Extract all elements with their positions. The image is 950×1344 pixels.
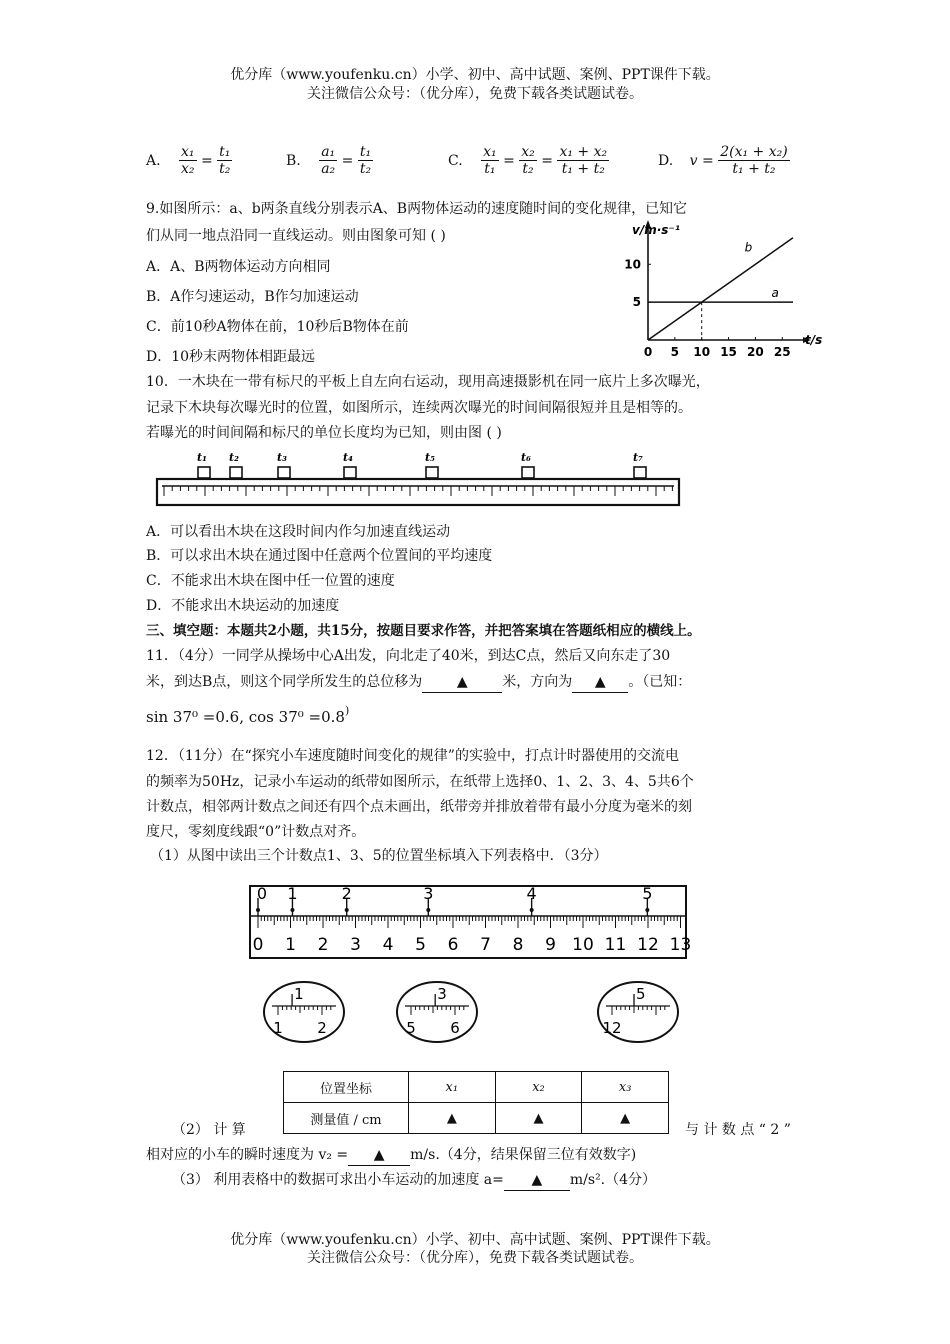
ruler-number: 5 [415,935,426,955]
ruler-number: 12 [637,935,659,955]
q12-part-2-c: 相对应的小车的瞬时速度为 v₂ = ▲ m/s.（4分，结果保留三位有效数字) [146,1145,636,1166]
q10-option-b: B．可以求出木块在通过图中任意两个位置间的平均速度 [146,548,493,564]
q8-option-c: C. $\frac{\text{x₁}}{\text{t₁}}$ = $\frac{\text{x₂}}{\text{t₂}}$ = $\frac{\text{x₁ + x₂}}{\text{t₁ + t₂}}$ [448,144,608,177]
ruler-number: 8 [512,935,524,955]
fraction: $\frac{\text{x₁}}{\text{t₁}}$ [483,144,497,177]
q8-option-b: B. $\frac{\text{a₁}}{\text{a₂}}$ = $\frac{\text{t₁}}{\text{t₂}}$ [286,144,372,177]
q12-line-3: 计数点，相邻两计数点之间还有四个点未画出，纸带旁并排放着带有最小分度为毫米的刻 [146,799,692,815]
x-tick-label: 20 [747,345,764,359]
fraction: $\frac{\text{a₁}}{\text{a₂}}$ [321,144,336,177]
fraction: $\frac{\text{t₁}}{\text{t₂}}$ [359,144,372,177]
answer-cell[interactable]: ▲ [495,1103,582,1134]
position-table [283,1071,669,1134]
q10-option-d: D．不能求出木块运动的加速度 [146,598,340,614]
zoom-mark-label: 1 [294,985,304,1003]
ruler-number: 7 [480,935,491,955]
answer-blank[interactable]: ▲ [348,1145,410,1166]
x-tick-label: 15 [720,345,737,359]
block [426,467,438,478]
q9-option-c: C．前10秒A物体在前，10秒后B物体在前 [146,319,409,335]
block-label: t₆ [521,451,531,464]
tape-mark-label: 4 [526,884,537,903]
zoom-mark-label: 5 [636,985,646,1003]
fraction: $\frac{\text{t₁}}{\text{t₂}}$ [219,144,231,177]
block-label: t₅ [425,451,435,464]
block [230,467,242,478]
table-header-cell: x₃ [582,1072,669,1103]
q10-option-c: C．不能求出木块在图中任一位置的速度 [146,573,395,589]
ruler-number: 10 [572,935,594,955]
q9-stem-line-1: 9.如图所示：a、b两条直线分别表示A、B两物体运动的速度随时间的变化规律，已知它 [146,201,688,217]
q12-line-1: 12．（11分）在“探究小车速度随时间变化的规律”的实验中，打点计时器使用的交流电 [146,748,679,764]
x-tick-label: 10 [693,345,711,359]
tape-dot [290,908,294,912]
answer-blank[interactable]: ▲ [422,672,502,693]
table-header-cell: x₁ [409,1072,496,1103]
answer-cell[interactable]: ▲ [582,1103,669,1134]
tape-mark-label: 1 [287,884,298,903]
table-header-cell: 位置坐标 [284,1072,409,1103]
q12-line-4: 度尺，零刻度线跟“0”计数点对齐。 [146,824,366,840]
zoom-number: 2 [317,1019,327,1037]
series-label-a: a [771,286,779,301]
block-label: t₄ [343,451,353,464]
footer-line-1: 优分库（www.youfenku.cn）小学、初中、高中试题、案例、PPT课件下载。 [230,1232,720,1248]
q10-stem-line-1: 10．一木块在一带有标尺的平板上自左向右运动，现用高速摄影机在同一底片上多次曝光， [146,374,710,390]
zoom-number: 1 [273,1019,283,1037]
block-label: t₂ [229,451,239,464]
fraction: $\frac{\text{2(x₁ + x₂)}}{\text{t₁ + t₂}}$ [720,144,788,177]
q12-part-2-b: 与 计 数 点 “ 2 ” [685,1122,791,1138]
exposure-ruler-figure [152,448,684,510]
q12-part-1: （1）从图中读出三个计数点1、3、5的位置坐标填入下列表格中．（3分） [150,848,608,864]
y-axis-label: v/m·s⁻¹ [632,223,680,237]
velocity-time-chart [620,222,823,364]
q12-part-3: （3） 利用表格中的数据可求出小车运动的加速度 a= ▲ m/s².（4分） [172,1170,656,1191]
ruler-number: 6 [447,935,459,955]
header-line-2: 关注微信公众号：（优分库），免费下载各类试题试卷。 [307,86,643,102]
ruler-number: 4 [382,935,394,955]
q9-option-d: D．10秒末两物体相距最远 [146,349,316,365]
ruler-number: 3 [350,935,361,955]
q8-options [146,138,846,184]
table-header-cell: x₂ [495,1072,582,1103]
x-tick-label: 0 [643,345,653,359]
q10-stem-line-3: 若曝光的时间间隔和标尺的单位长度均为已知，则由图 ( ) [146,425,502,441]
fraction: $\frac{\text{x₂}}{\text{t₂}}$ [521,144,535,177]
header-line-1: 优分库（www.youfenku.cn）小学、初中、高中试题、案例、PPT课件下载。 [230,67,720,83]
zoom-number: 12 [602,1019,622,1037]
zoom-mark-label: 3 [437,985,447,1003]
block-label: t₇ [633,451,643,464]
footer-line-2: 关注微信公众号：（优分库），免费下载各类试题试卷。 [307,1250,643,1266]
q10-stem-line-2: 记录下木块每次曝光时的位置，如图所示，连续两次曝光的时间间隔很短并且是相等的。 [146,400,692,416]
ruler-number: 0 [252,935,264,955]
tape-dot [530,908,534,912]
ruler-number: 11 [604,935,627,955]
tape-dot [426,908,430,912]
tape-mark-label: 3 [423,884,434,903]
y-tick-label: 5 [632,295,641,310]
answer-cell[interactable]: ▲ [409,1103,496,1134]
q12-line-2: 的频率为50Hz，记录小车运动的纸带如图所示，在纸带上选择0、1、2、3、4、5共6个 [146,774,694,790]
q9-stem-line-2: 们从同一地点沿同一直线运动。则由图象可知 ( ) [146,228,446,244]
block [198,467,210,478]
q11-line-1: 11．（4分）一同学从操场中心A出发，向北走了40米，到达C点，然后又向东走了30 [146,648,671,664]
series-label-b: b [744,240,753,255]
table-row-label: 测量值 / cm [284,1103,409,1134]
block-label: t₃ [277,451,287,464]
answer-blank[interactable]: ▲ [572,672,628,693]
block-label: t₁ [197,451,207,464]
tape-dot [345,908,349,912]
tape-ruler-figure [246,880,694,1048]
q12-part-2-a: （2） 计 算 [172,1122,246,1138]
tape-mark-label: 0 [256,884,268,903]
x-tick-label: 5 [670,345,680,359]
block [634,467,646,478]
answer-blank[interactable]: ▲ [504,1170,570,1191]
fraction: $\frac{\text{x₁}}{\text{x₂}}$ [181,144,195,177]
q10-option-a: A．可以看出木块在这段时间内作匀加速直线运动 [146,524,451,540]
q11-line-2: 米，到达B点，则这个同学所发生的总位移为 ▲ 米，方向为 ▲ 。（已知： [146,672,691,693]
q9-option-a: A．A、B两物体运动方向相同 [146,259,331,275]
x-axis-label: t/s [805,333,823,347]
block [522,467,534,478]
tape-dot [645,908,649,912]
ruler-number: 9 [545,935,556,955]
zoom-number: 6 [450,1019,460,1037]
tape-dot [256,908,260,912]
ruler-number: 1 [285,935,296,955]
q11-trig-formula: sin 37⁰ =0.6, cos 37⁰ =0.8) [146,704,350,726]
ruler-number: 13 [669,935,692,955]
ruler-number: 2 [317,935,329,955]
q8-option-d: D. v = $\frac{\text{2(x₁ + x₂)}}{\text{t₁ + t₂}}$ [658,144,788,177]
section-3-heading: 三、填空题：本题共2小题，共15分，按题目要求作答，并把答案填在答题纸相应的横线上。 [146,623,701,639]
fraction: $\frac{\text{x₁ + x₂}}{\text{t₁ + t₂}}$ [559,144,608,177]
y-tick-label: 10 [624,257,641,272]
board-frame [157,479,679,505]
zoom-number: 5 [406,1019,416,1037]
tape-mark-label: 5 [642,884,653,903]
block [344,467,356,478]
block [278,467,290,478]
q9-option-b: B．A作匀速运动，B作匀加速运动 [146,289,359,305]
tape-mark-label: 2 [341,884,352,903]
q8-option-a: A. $\frac{\text{x₁}}{\text{x₂}}$ = $\frac{\text{t₁}}{\text{t₂}}$ [146,144,231,177]
x-tick-label: 25 [773,345,791,359]
